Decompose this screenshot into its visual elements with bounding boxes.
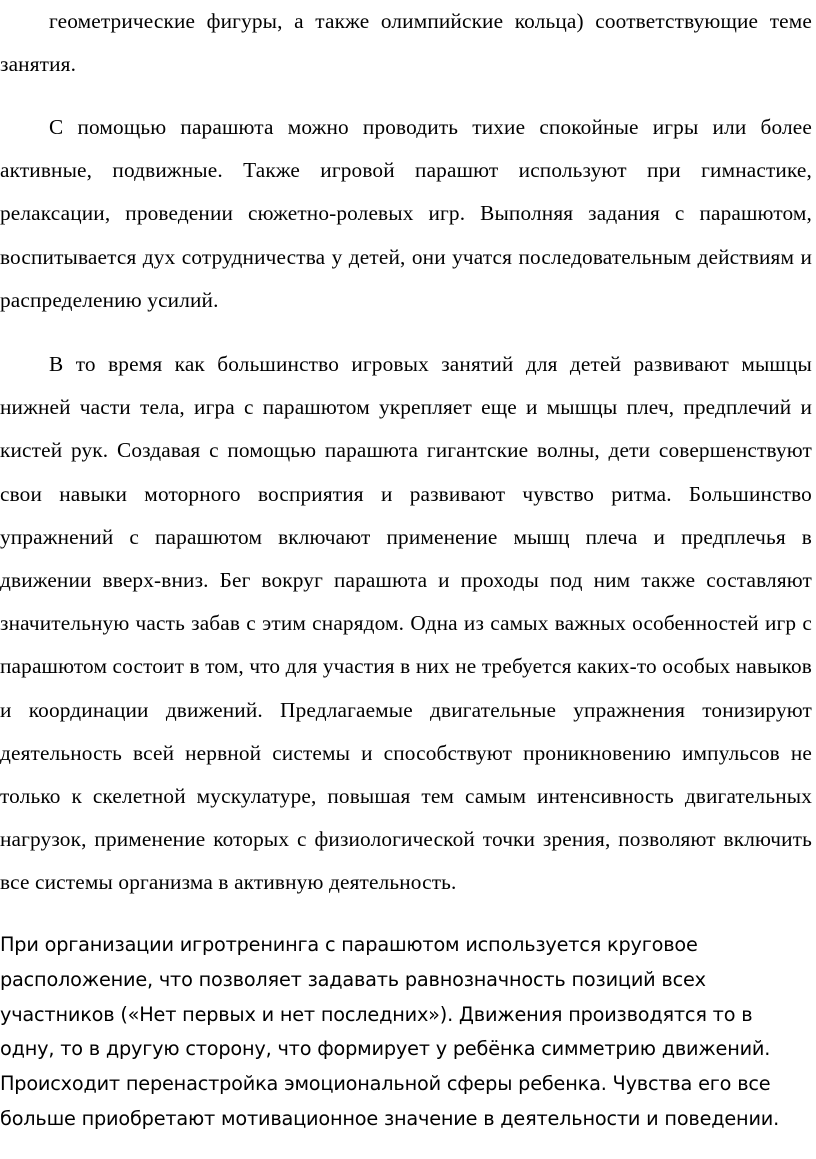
paragraph-text: В то время как большинство игровых занятий для детей развивают мышцы нижней части тела, игра с парашютом укрепляет еще и мышцы плеч, предплечий и кистей рук. Создавая с помощью парашюта гигантские волны, дети совершенствуют свои навыки моторного восприятия и развивают чувство ритма. Большинство упражнений с парашютом включают применение мышц плеча и предплечья в движении вверх-вниз. Бег вокруг парашюта и проходы под ним также составляют значительную часть забав с этим снарядом. Одна из самых важных особенностей игр с парашютом состоит в том, что для участия в них не требуется каких-то особых навыков и координации движений. Предлагаемые двигательные упражнения тонизируют деятельность всей нервной системы и способствуют проникновению импульсов не только к скелетной мускулатуре, повышая тем самым интенсивность двигательных нагрузок, применение которых с физиологической точки зрения, позволяют включить все системы организма в активную деятельность.	[0, 352, 812, 895]
paragraph-text: С помощью парашюта можно проводить тихие спокойные игры или более активные, подвижные. Также игровой парашют используют при гимнастике, релаксации, проведении сюжетно-ролевых игр. Выполняя задания с парашютом, воспитывается дух сотрудничества у детей, они учатся последовательным действиям и распределению усилий.	[0, 115, 812, 312]
paragraph-text: При организации игротренинга с парашютом используется круговое расположение, что позволяет задавать равнозначность позиций всех участников («Нет первых и нет последних»). Движения производятся то в одну, то в другую сторону, что формирует у ребёнка симметрию движений. Происходит перенастройка эмоциональной сферы ребенка. Чувства его все больше приобретают мотивационное значение в деятельности и поведении.	[0, 933, 780, 1130]
paragraph-circular-arrangement	[0, 928, 812, 1137]
paragraph-muscle-development	[0, 343, 812, 905]
paragraph-continuation	[0, 0, 812, 86]
paragraph-text: геометрические фигуры, а также олимпийские кольца) соответствующие теме занятия.	[0, 9, 812, 77]
paragraph-parachute-games	[0, 106, 812, 322]
